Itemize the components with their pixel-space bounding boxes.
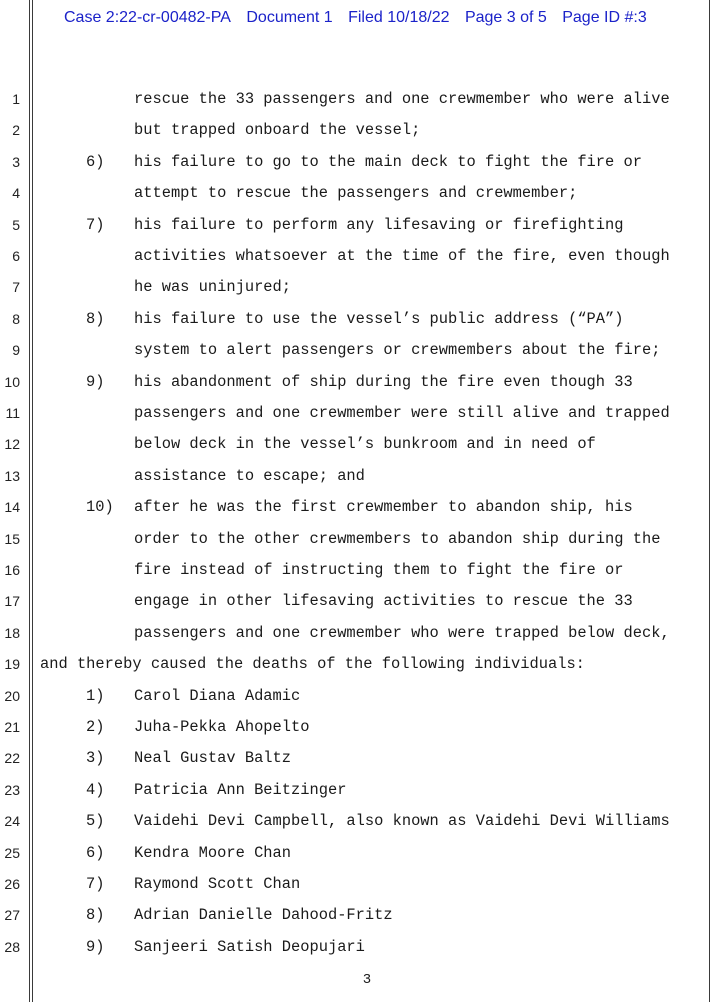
victim-number: 8) xyxy=(86,906,105,925)
line-number: 9 xyxy=(12,342,20,359)
item-number: 9) xyxy=(86,372,105,391)
victim-name: Vaidehi Devi Campbell, also known as Vaidehi Devi Williams xyxy=(134,812,670,831)
victim-number: 9) xyxy=(86,937,105,956)
victim-number: 1) xyxy=(86,686,105,705)
line-number: 5 xyxy=(12,216,20,233)
line-number: 3 xyxy=(12,153,20,170)
body-text-line: rescue the 33 passengers and one crewmember who were alive xyxy=(134,90,670,108)
body-text-line: engage in other lifesaving activities to rescue the 33 xyxy=(134,592,633,611)
body-text-line: his failure to go to the main deck to fight the fire or xyxy=(134,152,642,171)
right-margin-rule xyxy=(709,0,710,1002)
line-number: 17 xyxy=(4,593,20,610)
victim-number: 3) xyxy=(86,749,105,768)
body-text-line: passengers and one crewmember who were trapped below deck, xyxy=(134,623,670,642)
body-text-line: attempt to rescue the passengers and crewmember; xyxy=(134,184,578,203)
body-text-line: fire instead of instructing them to fight the fire or xyxy=(134,561,624,579)
line-number: 15 xyxy=(4,530,20,547)
body-text-line: his failure to perform any lifesaving or firefighting xyxy=(134,215,624,234)
left-margin-rule-inner xyxy=(32,0,33,1002)
line-number: 4 xyxy=(12,185,20,202)
victim-name: Adrian Danielle Dahood-Fritz xyxy=(134,906,393,925)
line-number: 6 xyxy=(12,248,20,264)
line-number: 11 xyxy=(5,405,20,421)
line-number: 13 xyxy=(4,467,20,484)
line-number: 25 xyxy=(4,844,20,861)
body-text-line: order to the other crewmembers to abandon ship during the xyxy=(134,529,661,548)
body-text-line: but trapped onboard the vessel; xyxy=(134,121,421,140)
body-text-line: below deck in the vessel’s bunkroom and in need of xyxy=(134,435,596,454)
page-id: Page ID #:3 xyxy=(562,9,647,26)
left-margin-rule-outer xyxy=(29,0,30,1002)
line-number: 21 xyxy=(4,719,20,735)
line-number: 27 xyxy=(4,907,20,924)
line-number: 1 xyxy=(12,91,20,107)
line-number: 18 xyxy=(4,624,20,641)
victim-number: 2) xyxy=(86,718,105,736)
summary-line: and thereby caused the deaths of the following individuals: xyxy=(40,655,585,674)
line-number: 23 xyxy=(4,781,20,798)
line-number: 22 xyxy=(4,750,20,767)
page-count: Page 3 of 5 xyxy=(464,9,547,26)
item-number: 10) xyxy=(86,498,114,517)
item-number: 8) xyxy=(86,309,105,328)
filing-header xyxy=(64,9,658,27)
line-number: 2 xyxy=(12,122,20,139)
victim-number: 5) xyxy=(86,812,105,831)
case-number: Case 2:22-cr-00482-PA xyxy=(64,9,231,26)
line-number: 20 xyxy=(4,687,20,704)
item-number: 6) xyxy=(86,152,105,171)
line-number: 12 xyxy=(4,436,20,453)
line-number: 16 xyxy=(4,562,20,578)
document-number: Document 1 xyxy=(246,9,333,26)
body-text-line: after he was the first crewmember to abandon ship, his xyxy=(134,498,633,517)
victim-name: Raymond Scott Chan xyxy=(134,875,301,893)
victim-number: 6) xyxy=(86,843,105,862)
line-number: 26 xyxy=(4,876,20,892)
line-number: 14 xyxy=(4,499,20,516)
item-number: 7) xyxy=(86,215,105,234)
body-text-line: he was uninjured; xyxy=(134,278,292,297)
line-number: 24 xyxy=(4,813,20,830)
line-number: 8 xyxy=(12,310,20,327)
victim-name: Carol Diana Adamic xyxy=(134,686,301,705)
victim-name: Sanjeeri Satish Deopujari xyxy=(134,937,365,956)
body-text-line: his abandonment of ship during the fire even though 33 xyxy=(134,372,633,391)
filed-date: Filed 10/18/22 xyxy=(348,9,450,26)
victim-name: Kendra Moore Chan xyxy=(134,843,292,862)
victim-name: Neal Gustav Baltz xyxy=(134,749,292,768)
body-text-line: assistance to escape; and xyxy=(134,466,365,485)
victim-name: Juha-Pekka Ahopelto xyxy=(134,718,310,736)
body-text-line: his failure to use the vessel’s public address (“PA”) xyxy=(134,309,624,328)
line-number: 10 xyxy=(4,373,20,390)
body-text-line: activities whatsoever at the time of the fire, even though xyxy=(134,247,670,265)
line-number: 28 xyxy=(4,938,20,955)
victim-number: 4) xyxy=(86,780,105,799)
body-text-line: system to alert passengers or crewmembers about the fire; xyxy=(134,341,661,360)
line-number: 19 xyxy=(4,656,20,673)
page-number: 3 xyxy=(362,972,372,988)
line-number: 7 xyxy=(12,279,20,296)
victim-name: Patricia Ann Beitzinger xyxy=(134,780,347,799)
victim-number: 7) xyxy=(86,875,105,893)
body-text-line: passengers and one crewmember were still alive and trapped xyxy=(134,404,670,422)
